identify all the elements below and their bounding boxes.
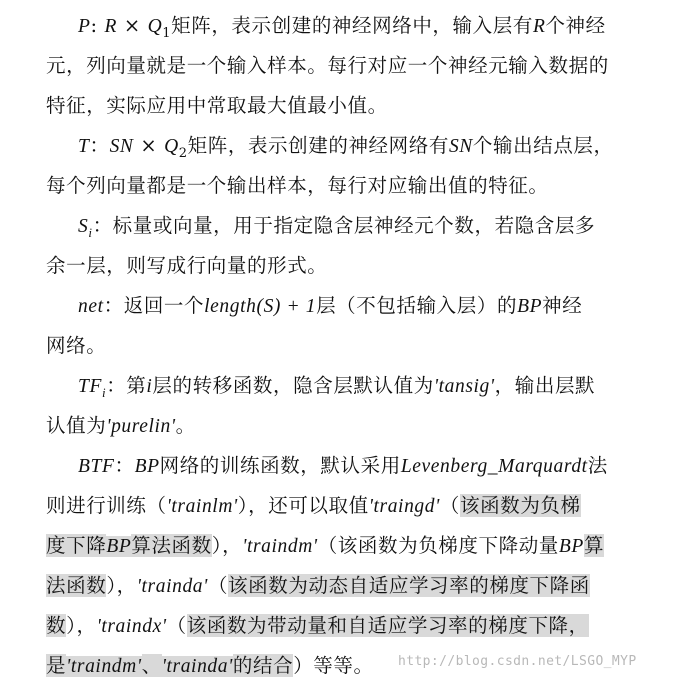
param-t-colon: ：	[89, 134, 110, 157]
param-btf-traindx: 'traindx'	[96, 616, 167, 637]
param-p-line-3: 特征，实际应用中常取最大值最小值。	[46, 94, 388, 117]
param-net-formula: length(S) + 1	[204, 296, 317, 317]
param-net-text-a: ：返回一个	[103, 294, 205, 317]
param-btf-traindm-2: 'traindm'	[66, 656, 142, 677]
param-t-subscript: 2	[178, 146, 188, 161]
param-p-dim-q: Q	[147, 16, 163, 37]
param-t-line-1	[0, 126, 674, 166]
param-btf-l5-a: ），	[66, 614, 97, 637]
param-btf-l2-highlight: 该函数为负梯	[460, 494, 581, 517]
param-btf-l3-b: （该函数为负梯度下降动量	[317, 534, 559, 557]
param-btf-l5-b: （	[166, 614, 187, 637]
param-btf-text-b: 网络的训练函数，默认采用	[159, 454, 401, 477]
param-p-line-2: 元，列向量就是一个输入样本。每行对应一个神经元输入数据的	[46, 54, 609, 77]
param-btf-l3-bp: BP	[106, 536, 132, 557]
param-btf-l6-sep: 、	[141, 654, 162, 677]
param-s-text-1: ：标量或向量，用于指定隐含层神经元个数，若隐含层多	[92, 214, 596, 237]
param-btf-l3-bp2: BP	[558, 536, 584, 557]
param-btf-l4-highlight-a: 法函数	[46, 574, 107, 597]
param-btf-l4-highlight-b: 该函数为动态自适应学习率的梯度下降函	[228, 574, 590, 597]
param-s-subscript: i	[88, 225, 93, 240]
param-btf-colon: ：	[114, 454, 135, 477]
param-btf-l2-b: ），还可以取值	[237, 494, 369, 517]
param-btf-bp: BP	[134, 456, 160, 477]
param-btf-l4-b: （	[207, 574, 229, 597]
param-tf-purelin: 'purelin'	[106, 416, 176, 437]
param-btf-line-3	[0, 526, 674, 566]
param-tf-text-b: 层的转移函数，隐含层默认值为	[152, 374, 434, 397]
param-tf-line-1	[0, 366, 674, 406]
param-net-text-c: 神经	[542, 294, 583, 317]
param-net-text-b: 层（不包括输入层）的	[316, 294, 518, 317]
param-tf-i: i	[146, 376, 153, 397]
param-btf-l3-highlight-c: 算	[583, 534, 605, 557]
param-t-text-1: 矩阵，表示创建的神经网络有	[187, 134, 449, 157]
param-p-subscript: 1	[162, 26, 172, 41]
param-p-r-ref: R	[532, 16, 546, 37]
param-tf-symbol: TF	[78, 376, 102, 397]
param-tf-subscript: i	[101, 385, 107, 400]
param-btf-traindm: 'traindm'	[242, 536, 318, 557]
param-t-line-2: 每个列向量都是一个输出样本，每行对应输出值的特征。	[46, 174, 549, 197]
param-t-dim-q: Q	[164, 136, 179, 157]
param-btf-line-2	[0, 486, 674, 526]
param-btf-l2-c: （	[439, 494, 461, 517]
param-t-dim-sn: SN	[109, 136, 134, 157]
param-btf-traingd: 'traingd'	[368, 496, 440, 517]
param-t-text-1-end: 个输出结点层，	[472, 134, 614, 157]
param-t-sn-ref: SN	[448, 136, 473, 157]
param-t-symbol: T	[78, 136, 90, 157]
param-s-line-1	[0, 206, 674, 246]
param-btf-lm: Levenberg_Marquardt	[400, 456, 588, 477]
param-net-symbol: net	[78, 296, 104, 317]
param-btf-l2-a: 则进行训练（	[46, 494, 167, 517]
param-btf-line-5	[0, 606, 674, 646]
param-s-line-2: 余一层，则写成行向量的形式。	[46, 254, 328, 277]
param-t-times: ×	[133, 134, 165, 157]
param-btf-l4-a: ），	[106, 574, 137, 597]
param-net-line-2: 网络。	[46, 334, 107, 357]
param-btf-l6-highlight-b: 的结合	[232, 654, 294, 677]
param-tf-line-2	[0, 406, 674, 446]
param-net-bp: BP	[517, 296, 543, 317]
param-btf-l6-a: ）等等。	[293, 654, 374, 677]
param-btf-l5-highlight-b: 该函数为带动量和自适应学习率的梯度下降，	[186, 614, 589, 637]
param-p-text-1-end: 个神经	[545, 14, 606, 37]
param-p-colon: :	[90, 14, 98, 37]
param-btf-symbol: BTF	[78, 456, 115, 477]
param-btf-trainda-2: 'trainda'	[161, 656, 233, 677]
param-btf-l3-a: ），	[211, 534, 243, 557]
param-p-line-1	[0, 6, 674, 46]
param-tf-text-a: ：第	[106, 374, 147, 397]
param-tf-text-c: ，输出层默	[494, 374, 596, 397]
param-tf-text-e: 。	[175, 414, 196, 437]
param-tf-text-d: 认值为	[46, 414, 107, 437]
param-btf-l5-highlight-a: 数	[46, 614, 67, 637]
param-tf-tansig: 'tansig'	[433, 376, 495, 397]
param-btf-l6-highlight-a: 是	[46, 654, 67, 677]
param-net-line-1	[0, 286, 674, 326]
param-btf-trainda: 'trainda'	[136, 576, 208, 597]
param-p-symbol: P	[78, 16, 91, 37]
param-btf-trainlm: 'trainlm'	[166, 496, 238, 517]
watermark-url: http://blog.csdn.net/LSGO_MYP	[398, 654, 637, 669]
param-btf-line-4	[0, 566, 674, 606]
param-p-times: ×	[117, 14, 148, 37]
param-s-symbol: S	[78, 216, 89, 237]
param-p-text-1: 矩阵，表示创建的神经网络中，输入层有	[171, 14, 533, 37]
param-btf-l3-highlight-b: 算法函数	[131, 534, 212, 557]
param-p-dim-r: R	[104, 16, 118, 37]
param-btf-line-1	[0, 446, 674, 486]
param-btf-text-c: 法	[587, 454, 608, 477]
param-btf-l3-highlight-a: 度下降	[46, 534, 107, 557]
